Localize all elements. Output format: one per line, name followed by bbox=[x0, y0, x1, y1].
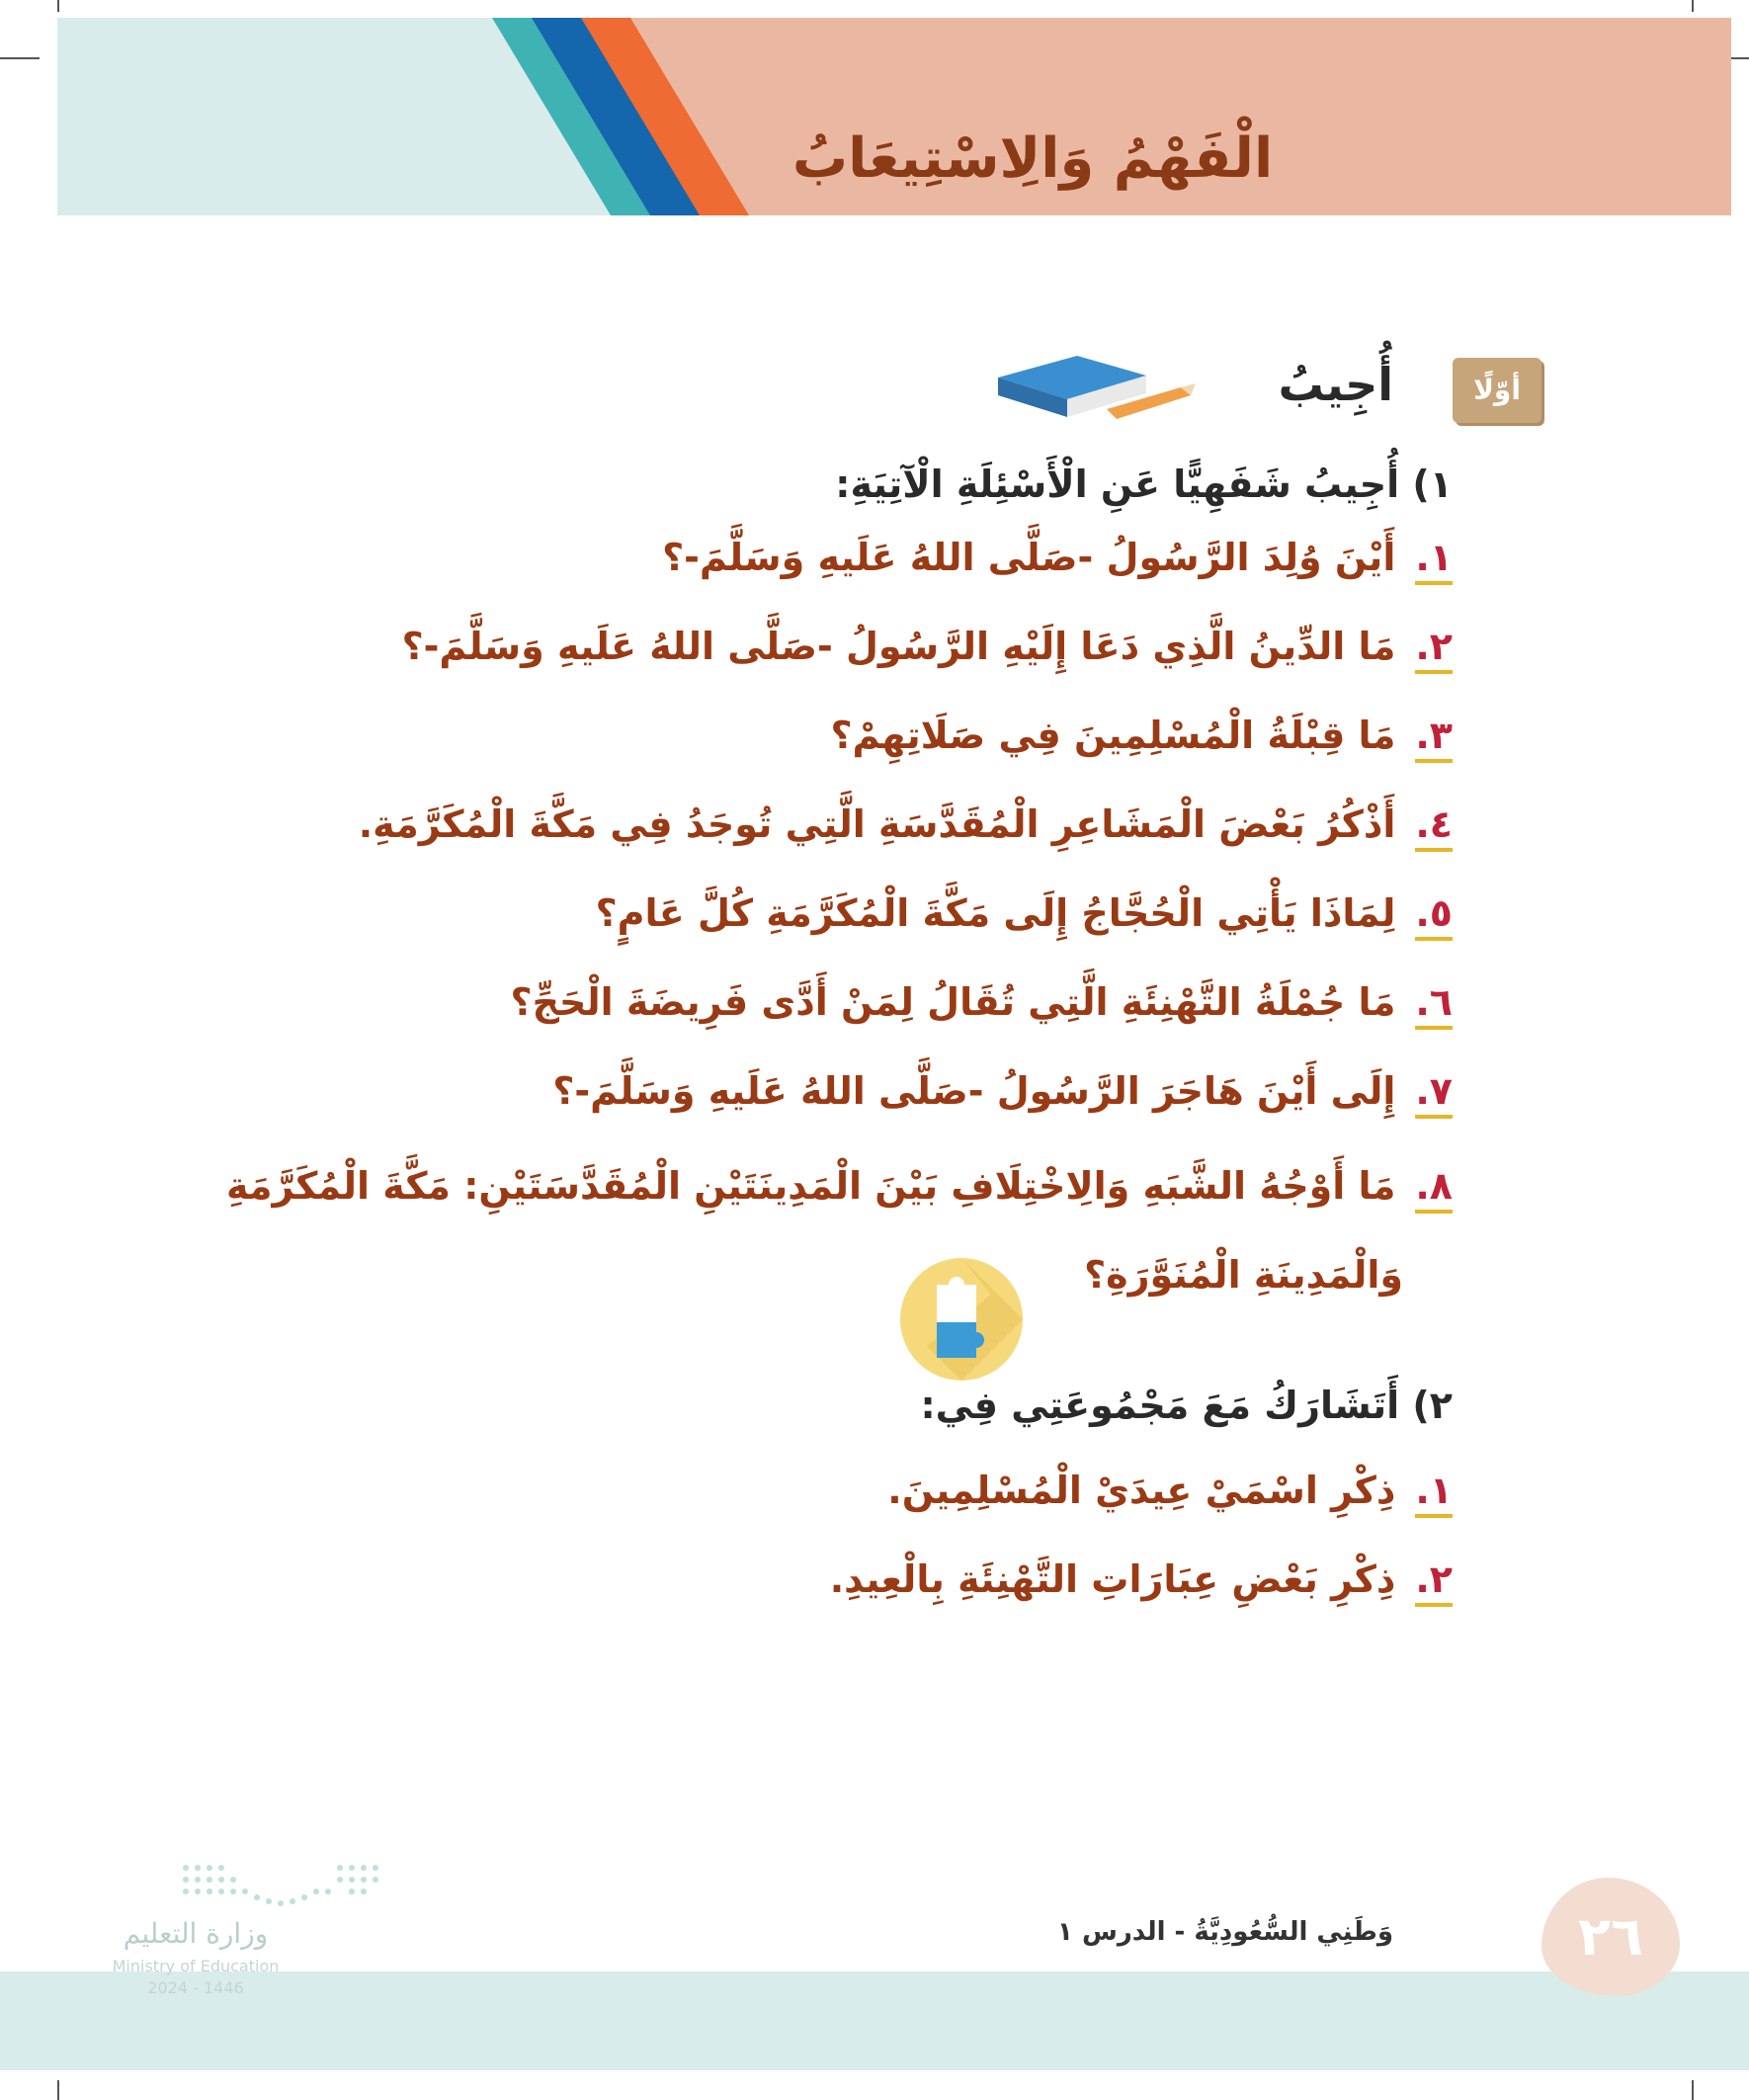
ministry-logo bbox=[97, 1858, 374, 2006]
list-item bbox=[887, 1469, 1453, 1518]
question-text: لِمَاذَا يَأْتِي الْحُجَّاجُ إِلَى مَكَّةَ الْمُكَرَّمَةِ كُلَّ عَامٍ؟ bbox=[595, 891, 1396, 935]
ministry-dots-icon bbox=[176, 1858, 433, 1917]
header-banner bbox=[57, 18, 1731, 215]
list-item bbox=[402, 625, 1453, 674]
part2-heading: ٢) أَتَشَارَكُ مَعَ مَجْمُوعَتِي فِي: bbox=[920, 1384, 1453, 1427]
question-continuation: وَالْمَدِينَةِ الْمُنَوَّرَةِ؟ bbox=[1084, 1253, 1403, 1297]
question-text: مَا جُمْلَةُ التَّهْنِئَةِ الَّتِي تُقَالُ لِمَنْ أَدَّى فَرِيضَةَ الْحَجِّ؟ bbox=[510, 980, 1396, 1024]
item-text: ذِكْرِ اسْمَيْ عِيدَيْ الْمُسْلِمِينَ. bbox=[887, 1469, 1396, 1512]
question-number: ٣. bbox=[1415, 714, 1453, 763]
question-number: ٧. bbox=[1415, 1069, 1453, 1119]
question-text: مَا قِبْلَةُ الْمُسْلِمِينَ فِي صَلَاتِهِمْ؟ bbox=[830, 714, 1396, 757]
part1-heading: ١) أُجِيبُ شَفَهِيًّا عَنِ الْأَسْئِلَةِ الْآتِيَةِ: bbox=[835, 462, 1453, 506]
list-item bbox=[552, 1069, 1453, 1119]
ministry-name-en: Ministry of Education bbox=[112, 1957, 280, 1975]
item-text: ذِكْرِ بَعْضِ عِبَارَاتِ التَّهْنِئَةِ بِالْعِيدِ. bbox=[829, 1557, 1396, 1601]
question-text: إِلَى أَيْنَ هَاجَرَ الرَّسُولُ -صَلَّى اللهُ عَلَيهِ وَسَلَّمَ-؟ bbox=[552, 1069, 1396, 1113]
question-number: ٥. bbox=[1415, 891, 1453, 941]
list-item bbox=[359, 802, 1453, 852]
question-text: مَا أَوْجُهُ الشَّبَهِ وَالِاخْتِلَافِ بَيْنَ الْمَدِينَتَيْنِ الْمُقَدَّسَتَيْنِ: مَكَّةَ الْمُكَرَّمَةِ bbox=[225, 1164, 1396, 1208]
question-text: أَيْنَ وُلِدَ الرَّسُولُ -صَلَّى اللهُ عَلَيهِ وَسَلَّمَ-؟ bbox=[662, 536, 1396, 579]
page-title: الْفَهْمُ وَالِاسْتِيعَابُ bbox=[791, 126, 1274, 191]
book-lesson-label: وَطَنِي السُّعُودِيَّةُ - الدرس ١ bbox=[1057, 1917, 1393, 1947]
question-number: ٤. bbox=[1415, 802, 1453, 852]
section-header bbox=[988, 358, 1541, 437]
question-text: مَا الدِّينُ الَّذِي دَعَا إِلَيْهِ الرَّسُولُ -صَلَّى اللهُ عَلَيهِ وَسَلَّمَ-؟ bbox=[401, 625, 1396, 668]
item-number: ٢. bbox=[1415, 1557, 1453, 1607]
crop-mark bbox=[1692, 0, 1694, 12]
ministry-name-ar: وزارة التعليم bbox=[123, 1917, 269, 1950]
list-item bbox=[511, 980, 1453, 1030]
crop-mark bbox=[57, 2080, 59, 2100]
question-number: ٢. bbox=[1415, 625, 1453, 674]
page-number: ٢٦ bbox=[1541, 1878, 1680, 1996]
crop-mark bbox=[0, 57, 40, 59]
crop-mark bbox=[1692, 2080, 1694, 2100]
question-number: ٨. bbox=[1415, 1164, 1453, 1214]
question-text: أَذْكُرُ بَعْضَ الْمَشَاعِرِ الْمُقَدَّسَةِ الَّتِي تُوجَدُ فِي مَكَّةَ الْمُكَرَّمَةِ. bbox=[358, 802, 1396, 846]
ministry-year: 2024 - 1446 bbox=[147, 1978, 244, 1997]
list-item bbox=[226, 1164, 1453, 1214]
puzzle-icon bbox=[897, 1255, 1026, 1384]
section-title: أُجِيبُ bbox=[1278, 358, 1393, 411]
list-item bbox=[596, 891, 1453, 941]
question-number: ١. bbox=[1415, 536, 1453, 585]
list-item bbox=[830, 1557, 1453, 1607]
list-item bbox=[830, 714, 1453, 763]
book-pencil-icon bbox=[988, 348, 1196, 437]
list-item bbox=[662, 536, 1453, 585]
item-number: ١. bbox=[1415, 1469, 1453, 1518]
question-number: ٦. bbox=[1415, 980, 1453, 1030]
section-badge: أوّلًا bbox=[1453, 358, 1541, 423]
crop-mark bbox=[57, 0, 59, 12]
